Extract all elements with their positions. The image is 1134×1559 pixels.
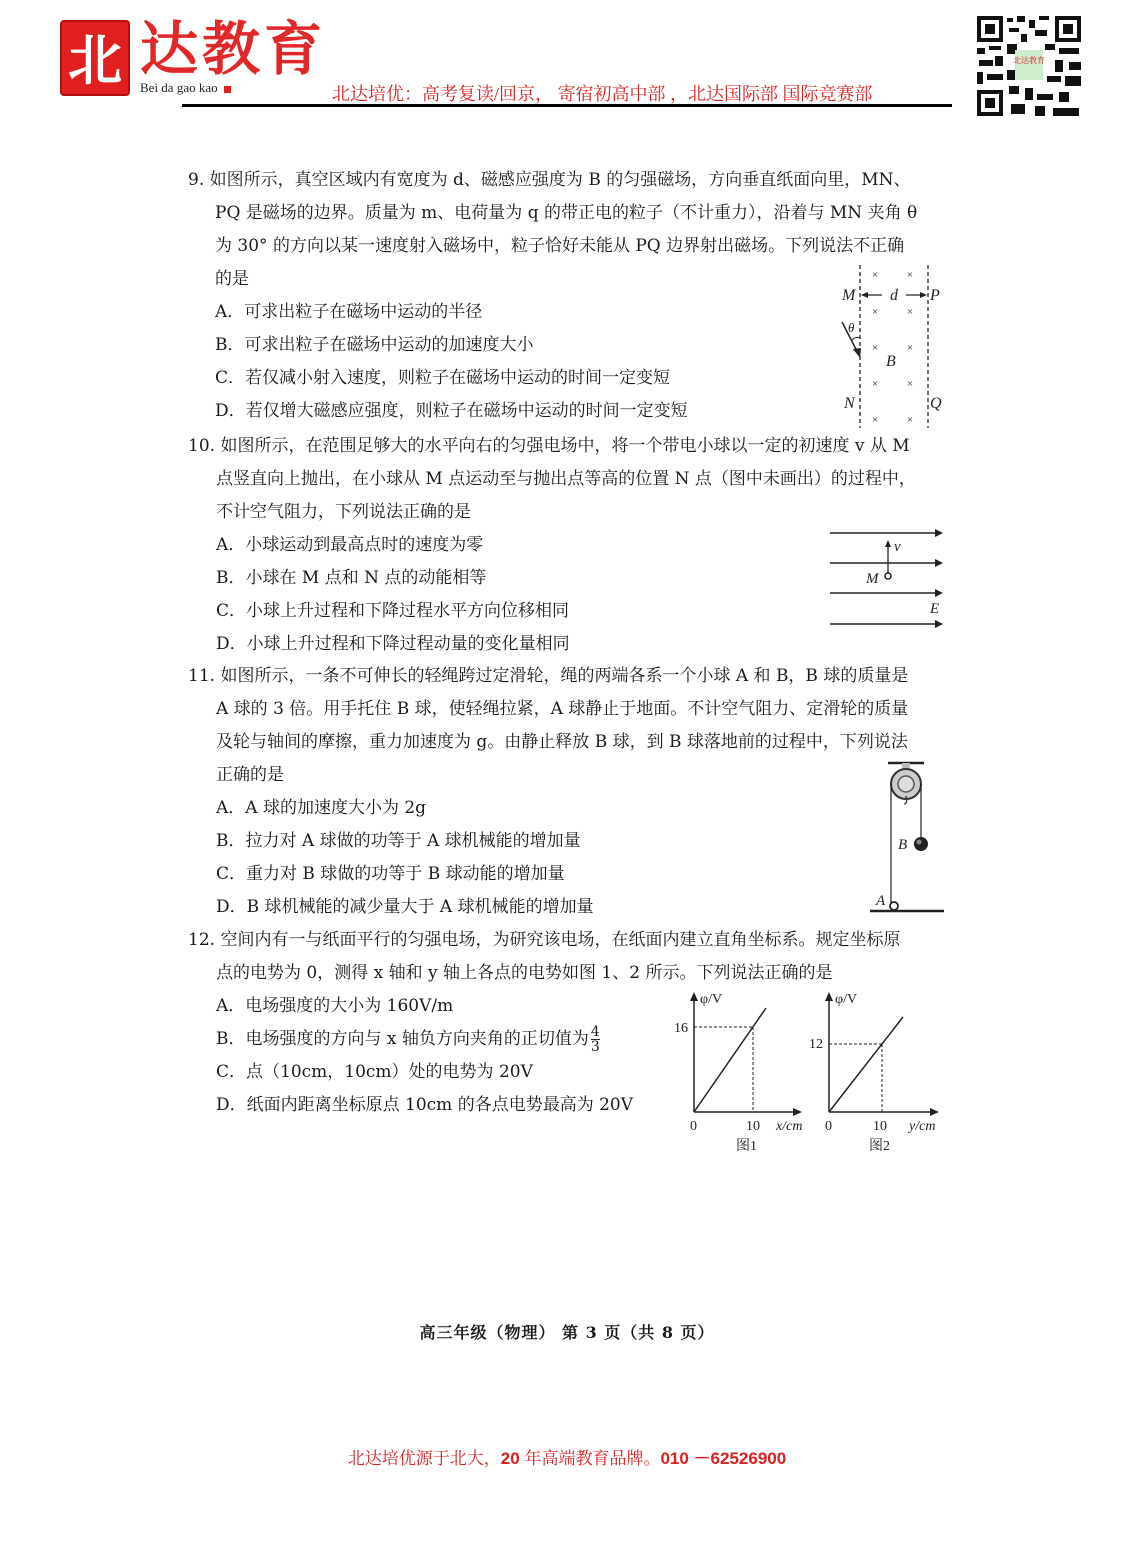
logo-square-icon [224, 86, 231, 93]
stem-text: 如图所示，真空区域内有宽度为 d、磁感应强度为 B 的匀强磁场，方向垂直纸面向里，MN、 [209, 170, 911, 190]
ball-icon [885, 573, 891, 579]
x-axis-arrow-icon [930, 1108, 939, 1116]
ad-text-1: 北达培优源于北大， [347, 1449, 501, 1468]
page-footer: 高三年级（物理） 第 3 页（共 8 页） [419, 1323, 715, 1342]
option-a: A．电场强度的大小为 160V/m [216, 996, 454, 1016]
question-number: 9. [188, 170, 205, 190]
field-arrow-icon [935, 589, 943, 597]
stem-text: 如图所示，在范围足够大的水平向右的匀强电场中，将一个带电小球以一定的初速度 v 从 M [220, 436, 910, 456]
footer-advert [0, 1444, 1134, 1469]
label-d: d [890, 287, 898, 304]
question-number: 12. [188, 930, 216, 950]
label-m: M [866, 571, 879, 587]
origin-label: 0 [690, 1119, 697, 1134]
label-m: M [842, 287, 856, 304]
ad-text-2: 年高端教育品牌。 [519, 1449, 661, 1468]
option-a: A．A 球的加速度大小为 2g [216, 798, 427, 818]
option-d: D．纸面内距离坐标原点 10cm 的各点电势最高为 20V [216, 1095, 634, 1115]
label-b: B [886, 353, 896, 370]
qr-center-text: 北达教育 [1013, 56, 1045, 65]
fraction-numerator: 4 [590, 1024, 600, 1040]
field-cross: × [906, 269, 914, 281]
header-slogan: 北达培优：高考复读/回京， 寄宿初高中部 ，北达国际部 国际竞赛部 [332, 84, 873, 104]
logo-subtitle-text: Bei da gao kao [140, 80, 218, 95]
label-theta: θ [848, 320, 855, 335]
field-cross: × [871, 306, 879, 318]
field-cross: × [906, 378, 914, 390]
y-axis-arrow-icon [690, 992, 698, 1001]
label-a: A [876, 893, 886, 909]
question-stem-line: 不计空气阻力，下列说法正确的是 [216, 502, 471, 522]
label-b: B [898, 837, 908, 853]
potential-line [829, 1017, 903, 1112]
question-number: 10. [188, 436, 216, 456]
ball-a-icon [890, 902, 898, 910]
field-cross: × [871, 414, 879, 426]
label-p: P [930, 287, 940, 304]
figure-pulley [868, 758, 948, 918]
x-axis-arrow-icon [793, 1108, 802, 1116]
x-tick-label: 10 [873, 1119, 887, 1134]
arrowhead-icon [853, 348, 861, 358]
question-stem-line: 正确的是 [216, 765, 284, 785]
angle-arc-icon [852, 337, 860, 340]
x-axis-label: y/cm [909, 1119, 936, 1134]
field-cross: × [871, 378, 879, 390]
field-arrow-icon [935, 559, 943, 567]
field-cross: × [871, 269, 879, 281]
field-cross: × [906, 306, 914, 318]
question-stem-line: A 球的 3 倍。用手托住 B 球，使轻绳拉紧，A 球静止于地面。不计空气阻力、定滑轮的质量 [216, 699, 909, 719]
option-d: D．若仅增大磁感应强度，则粒子在磁场中运动的时间一定变短 [215, 401, 688, 421]
y-axis-label: φ/V [700, 992, 723, 1007]
field-cross: × [906, 342, 914, 354]
option-d: D．小球上升过程和下降过程动量的变化量相同 [216, 634, 570, 654]
label-e: E [930, 601, 940, 617]
field-cross: × [871, 342, 879, 354]
option-c: C．点（10cm，10cm）处的电势为 20V [216, 1062, 533, 1082]
qr-code-icon [975, 14, 1083, 118]
label-v: v [894, 539, 901, 555]
question-stem-line: 为 30° 的方向以某一速度射入磁场中，粒子恰好未能从 PQ 边界射出磁场。下列说法不正确 [215, 236, 905, 256]
question-stem-line: 点竖直向上抛出，在小球从 M 点运动至与抛出点等高的位置 N 点（图中未画出）的过程中， [216, 469, 916, 489]
y-tick-label: 12 [809, 1037, 823, 1052]
x-tick-label: 10 [746, 1119, 760, 1134]
question-stem-line: 的是 [215, 269, 249, 289]
label-q: Q [930, 395, 942, 412]
y-axis-label: φ/V [835, 992, 858, 1007]
option-c: C．重力对 B 球做的功等于 B 球动能的增加量 [216, 864, 565, 884]
field-arrow-icon [935, 620, 943, 628]
question-number: 11. [188, 666, 216, 686]
field-cross: × [906, 414, 914, 426]
field-arrow-icon [935, 529, 943, 537]
graph-caption: 图1 [736, 1139, 757, 1153]
graph-2 [805, 988, 950, 1153]
graph-1 [670, 988, 820, 1153]
header-divider [182, 104, 952, 107]
option-a: A．小球运动到最高点时的速度为零 [216, 535, 484, 555]
question-stem-line: 点的电势为 0，测得 x 轴和 y 轴上各点的电势如图 1、2 所示。下列说法正确的是 [216, 963, 833, 983]
figure-magnetic-field [830, 260, 950, 430]
label-n: N [844, 395, 855, 412]
logo-subtitle [140, 80, 231, 96]
x-axis-label: x/cm [776, 1119, 803, 1134]
question-stem-line [188, 660, 948, 693]
question-stem-line [188, 430, 948, 463]
potential-line [694, 1008, 766, 1112]
graph-caption: 图2 [869, 1139, 890, 1153]
figure-electric-field [826, 525, 946, 635]
y-axis-arrow-icon [825, 992, 833, 1001]
question-stem-line [188, 164, 948, 197]
logo-text: 达教育 [140, 15, 327, 83]
option-a: A．可求出粒子在磁场中运动的半径 [215, 302, 483, 322]
arrowhead-icon [885, 540, 891, 547]
origin-label: 0 [825, 1119, 832, 1134]
question-stem-line: 及轮与轴间的摩擦，重力加速度为 g。由静止释放 B 球，到 B 球落地前的过程中，下列说法 [216, 732, 908, 752]
option-d: D．B 球机械能的减少量大于 A 球机械能的增加量 [216, 897, 594, 917]
question-stem-line [188, 924, 948, 957]
option-b: B．可求出粒子在磁场中运动的加速度大小 [215, 335, 534, 355]
question-stem-line: PQ 是磁场的边界。质量为 m、电荷量为 q 的带正电的粒子（不计重力），沿着与 MN 夹角 θ [215, 203, 918, 223]
option-c: C．小球上升过程和下降过程水平方向位移相同 [216, 601, 570, 621]
ball-b-icon [914, 837, 928, 851]
stem-text: 空间内有一与纸面平行的匀强电场，为研究该电场，在纸面内建立直角坐标系。规定坐标原 [220, 930, 901, 950]
ad-years: 20 [500, 1449, 520, 1468]
stem-text: 如图所示，一条不可伸长的轻绳跨过定滑轮，绳的两端各系一个小球 A 和 B，B 球的质量是 [220, 666, 909, 686]
option-c: C．若仅减小射入速度，则粒子在磁场中运动的时间一定变短 [215, 368, 671, 388]
logo-mark: 北 [60, 20, 130, 96]
fraction [591, 1025, 600, 1054]
y-tick-label: 16 [674, 1021, 688, 1036]
option-b: B．小球在 M 点和 N 点的动能相等 [216, 568, 487, 588]
option-b-text: B．电场强度的方向与 x 轴负方向夹角的正切值为 [216, 1029, 589, 1049]
option-b: B．拉力对 A 球做的功等于 A 球机械能的增加量 [216, 831, 581, 851]
fraction-denominator: 3 [590, 1039, 600, 1055]
ad-phone: 010 －62526900 [660, 1449, 787, 1468]
arrowhead-icon [861, 292, 868, 298]
arrowhead-icon [920, 292, 927, 298]
question-11 [188, 660, 948, 924]
